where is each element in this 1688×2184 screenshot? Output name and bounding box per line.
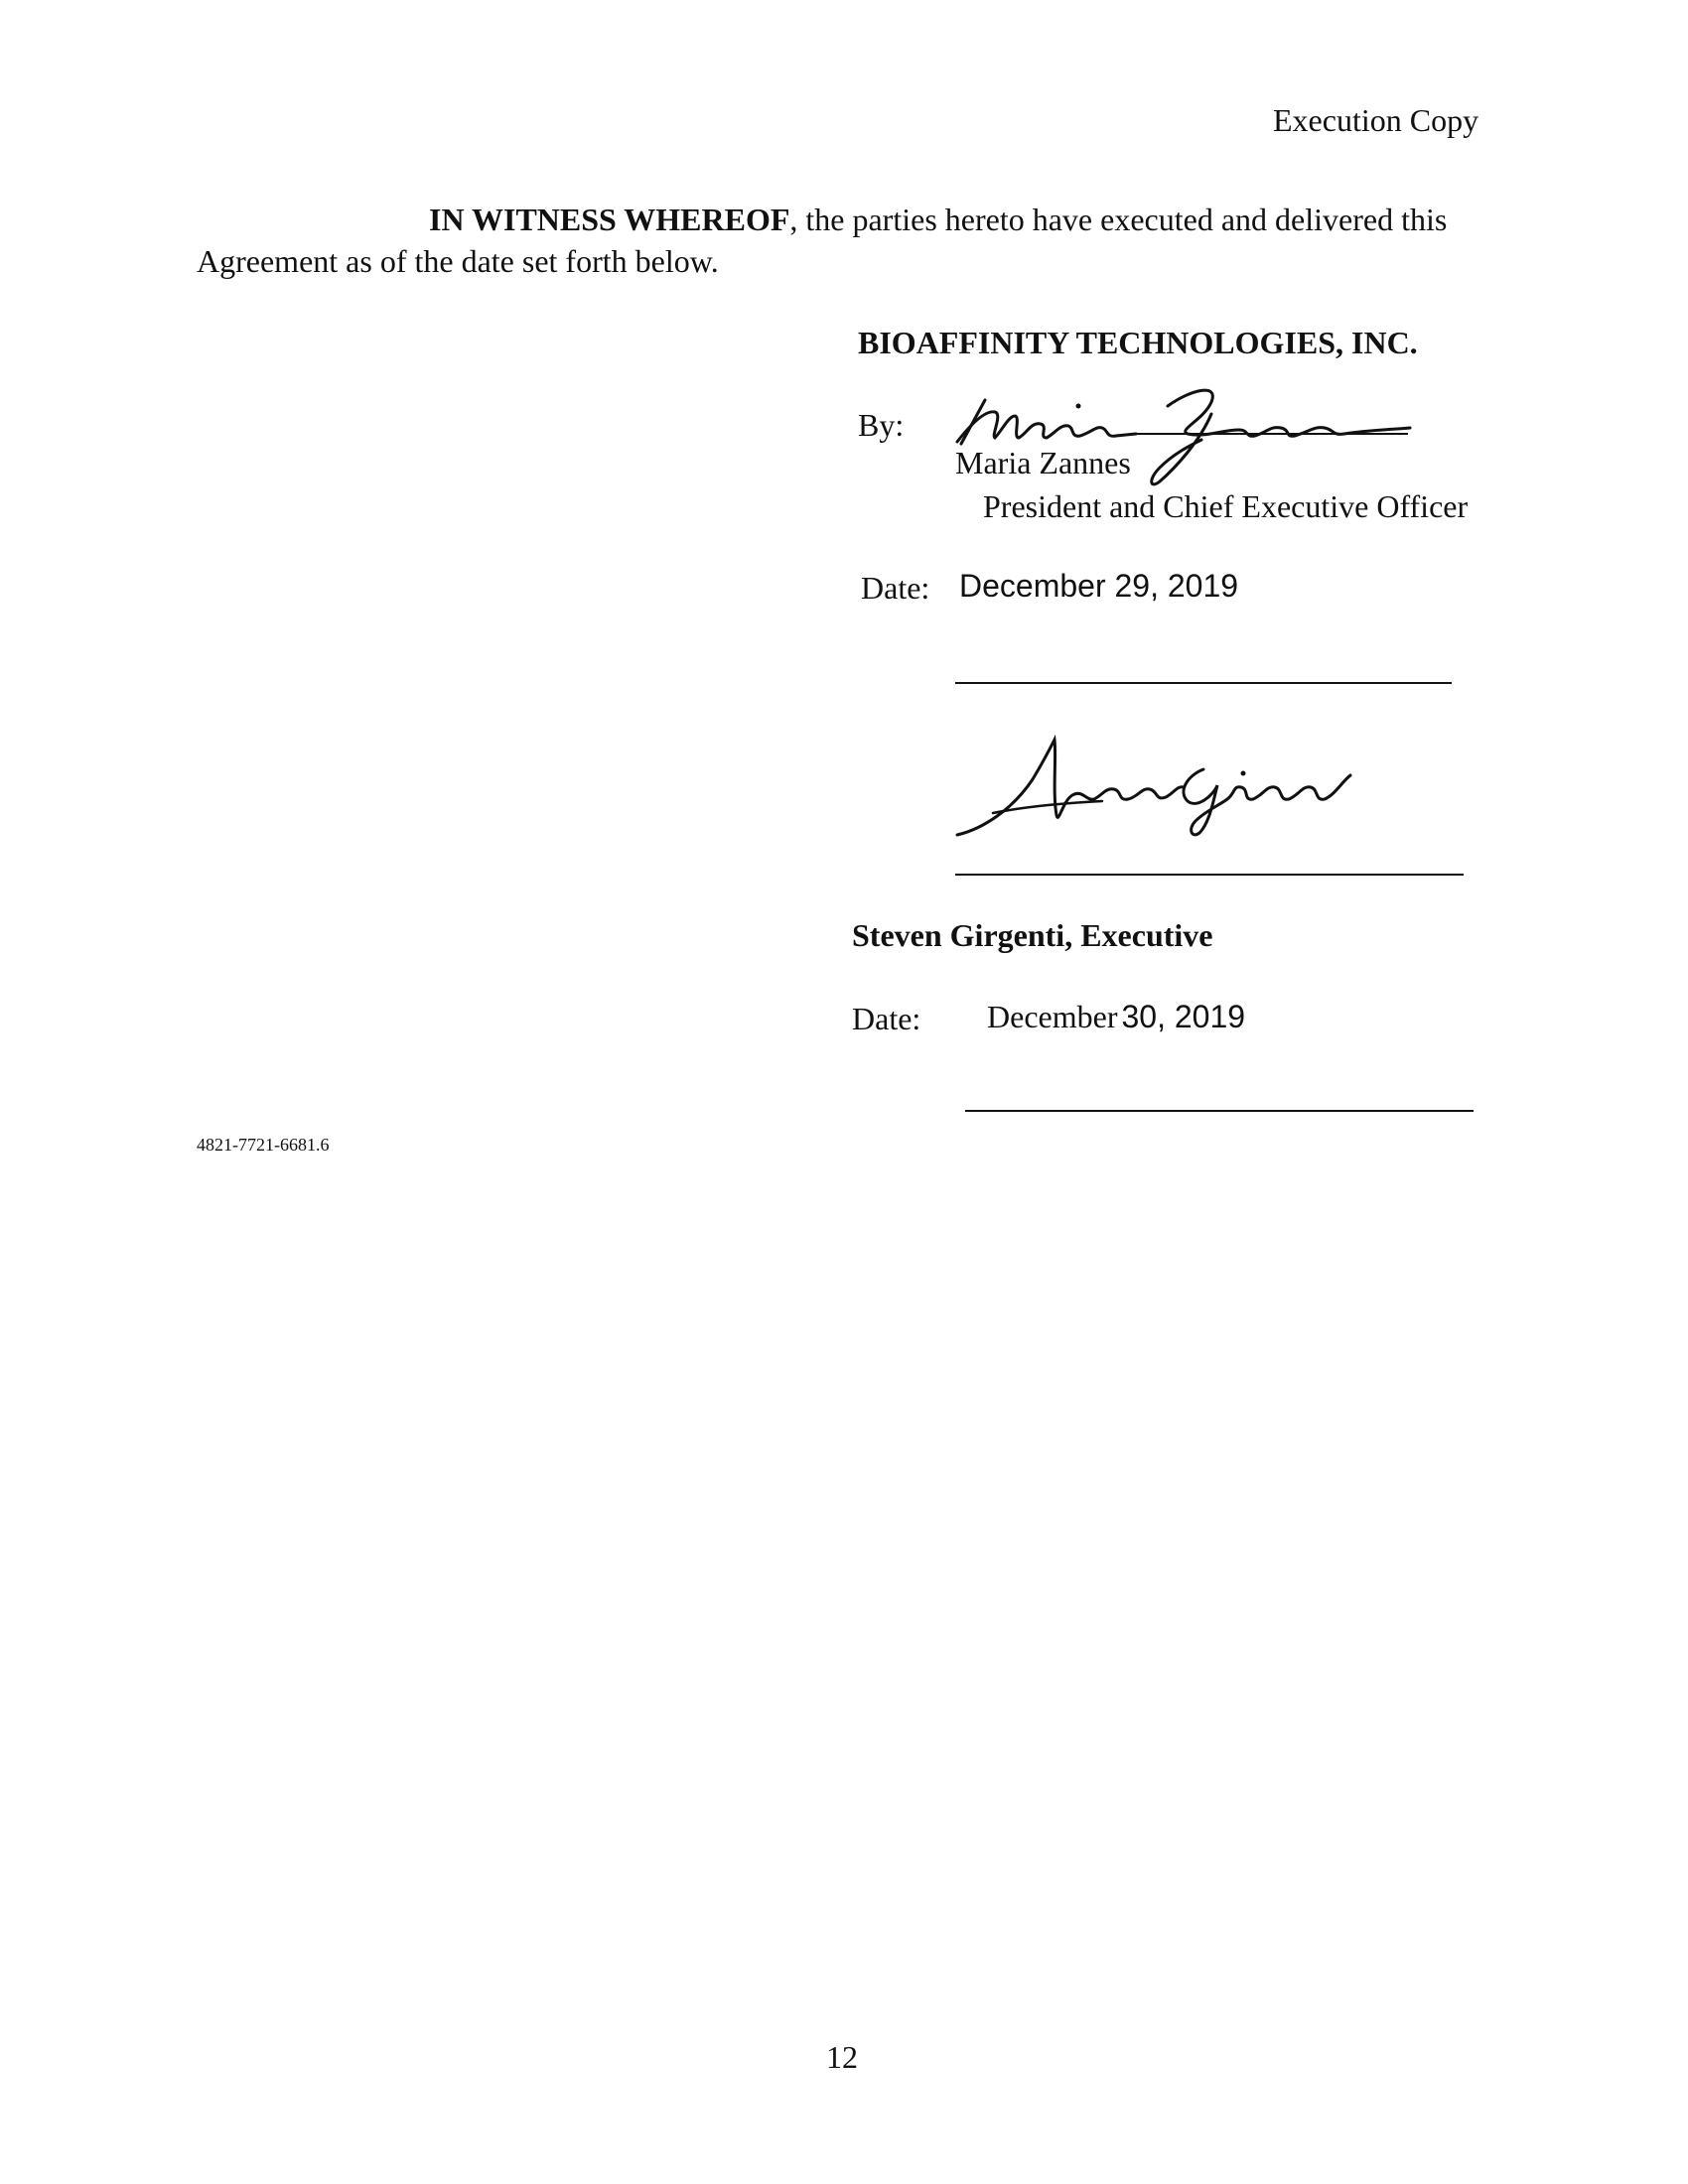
witness-paragraph-line2: Agreement as of the date set forth below. (197, 243, 719, 279)
witness-paragraph-line1 (429, 200, 1447, 239)
executive-date-value (987, 997, 1245, 1036)
company-date-underline (955, 682, 1452, 684)
executive-date-month: December (987, 999, 1118, 1034)
execution-copy-label: Execution Copy (1273, 102, 1479, 138)
executive-signature-line (955, 874, 1464, 876)
page-number: 12 (826, 2039, 858, 2075)
executive-date-day-year: 30, 2019 (1121, 999, 1246, 1034)
witness-lead-rest: , the parties hereto have executed and delivered this (789, 202, 1448, 237)
company-date-value: December 29, 2019 (959, 568, 1239, 604)
signatory-title: President and Chief Executive Officer (983, 488, 1469, 524)
steven-girgenti-signature (953, 730, 1370, 849)
by-label: By: (858, 407, 905, 443)
witness-lead: IN WITNESS WHEREOF (429, 202, 790, 237)
executive-date-label: Date: (852, 1001, 921, 1036)
company-date-label: Date: (861, 570, 930, 606)
document-id: 4821-7721-6681.6 (197, 1135, 330, 1155)
company-name: BIOAFFINITY TECHNOLOGIES, INC. (858, 325, 1418, 360)
executive-date-underline (965, 1110, 1474, 1112)
signatory-name: Maria Zannes (955, 445, 1131, 480)
executive-name: Steven Girgenti, Executive (852, 917, 1213, 953)
